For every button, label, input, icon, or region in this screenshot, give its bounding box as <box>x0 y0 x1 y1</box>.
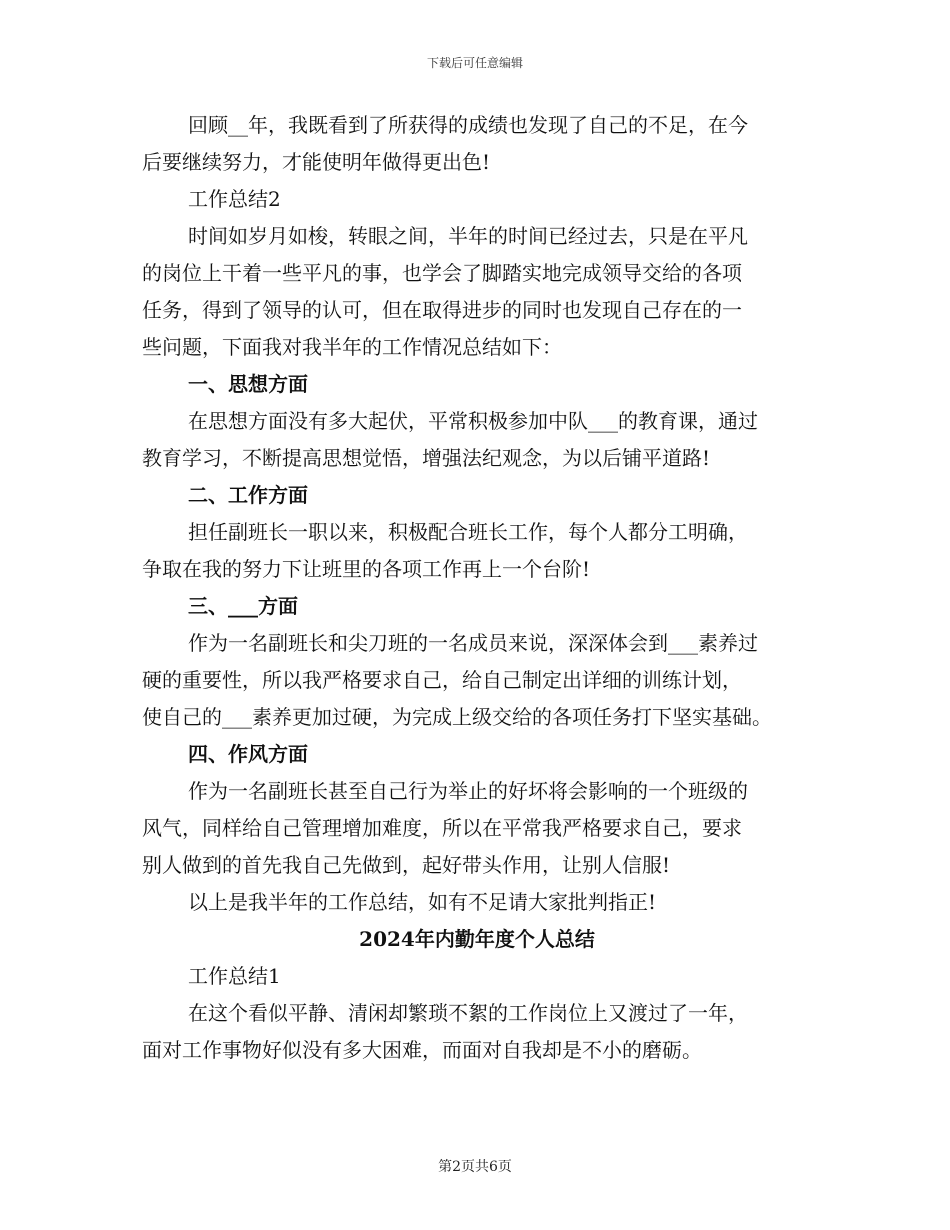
paragraph-line: 别人做到的首先我自己先做到，起好带头作用，让别人信服! <box>142 853 671 877</box>
paragraph-line: 教育学习，不断提高思想觉悟，增强法纪观念，为以后铺平道路! <box>142 446 711 470</box>
paragraph-line: 些问题，下面我对我半年的工作情况总结如下： <box>142 335 562 359</box>
document-title: 2024年内勤年度个人总结 <box>359 927 595 951</box>
paragraph-line: 作为一名副班长甚至自己行为举止的好坏将会影响的一个班级的 <box>188 779 748 803</box>
paragraph-line: 硬的重要性，所以我严格要求自己，给自己制定出详细的训练计划， <box>142 668 742 692</box>
paragraph-line: 在这个看似平静、清闲却繁琐不絮的工作岗位上又渡过了一年， <box>188 1001 748 1025</box>
section-heading-blank: 三、___方面 <box>188 594 298 618</box>
paragraph-line: 争取在我的努力下让班里的各项工作再上一个台阶! <box>142 557 591 581</box>
paragraph-line: 担任副班长一职以来，积极配合班长工作，每个人都分工明确， <box>188 520 748 544</box>
page-number: 第2页共6页 <box>438 1159 512 1175</box>
section-heading-thought: 一、思想方面 <box>188 372 308 396</box>
paragraph-line: 任务，得到了领导的认可，但在取得进步的同时也发现自己存在的一 <box>142 298 742 322</box>
document-body <box>142 107 812 1069</box>
paragraph-line: 后要继续努力，才能使明年做得更出色! <box>142 150 491 174</box>
subheading-work-summary-1: 工作总结1 <box>188 964 281 988</box>
subheading-work-summary-2: 工作总结2 <box>188 187 281 211</box>
paragraph-line: 回顾__年，我既看到了所获得的成绩也发现了自己的不足，在今 <box>188 113 748 137</box>
paragraph-line: 作为一名副班长和尖刀班的一名成员来说，深深体会到___素养过 <box>188 631 758 655</box>
paragraph-line: 风气，同样给自己管理增加难度，所以在平常我严格要求自己，要求 <box>142 816 742 840</box>
paragraph-line: 以上是我半年的工作总结，如有不足请大家批判指正! <box>188 890 657 914</box>
section-heading-style: 四、作风方面 <box>188 742 308 766</box>
header-note: 下载后可任意编辑 <box>426 56 523 70</box>
paragraph-line: 使自己的___素养更加过硬，为完成上级交给的各项任务打下坚实基础。 <box>142 705 772 729</box>
paragraph-line: 时间如岁月如梭，转眼之间，半年的时间已经过去，只是在平凡 <box>188 224 748 248</box>
paragraph-line: 面对工作事物好似没有多大困难，而面对自我却是不小的磨砺。 <box>142 1038 702 1062</box>
paragraph-line: 的岗位上干着一些平凡的事，也学会了脚踏实地完成领导交给的各项 <box>142 261 742 285</box>
paragraph-line: 在思想方面没有多大起伏，平常积极参加中队___的教育课，通过 <box>188 409 758 433</box>
section-heading-work: 二、工作方面 <box>188 483 308 507</box>
